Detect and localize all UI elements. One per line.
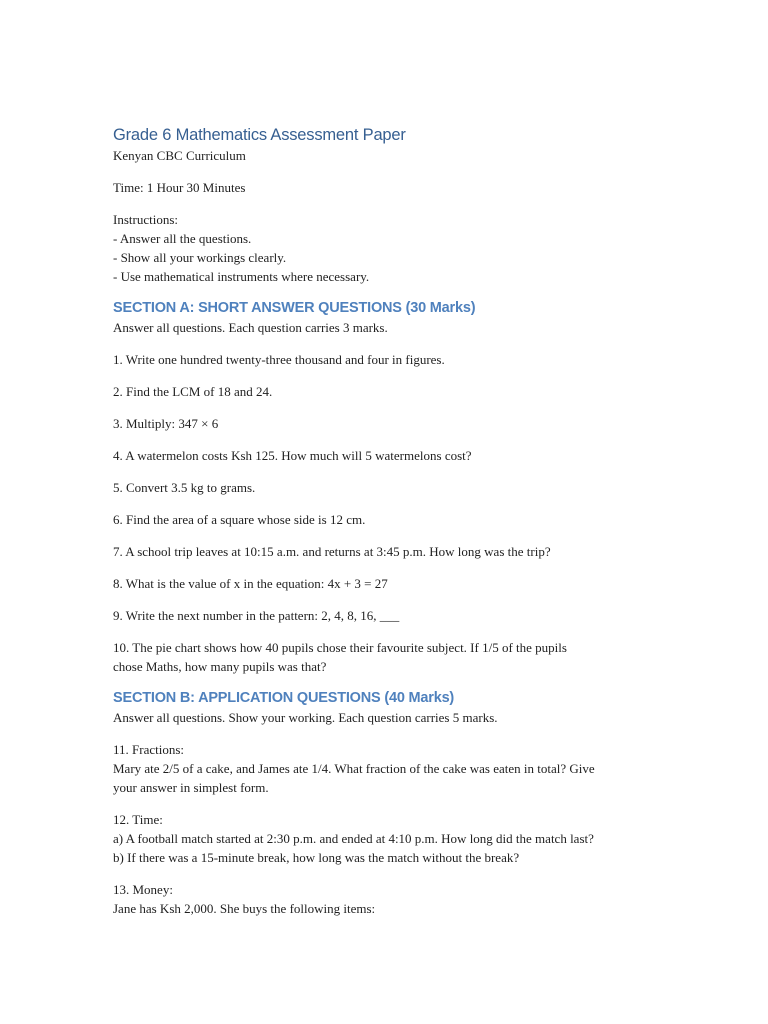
question-10-line: chose Maths, how many pupils was that?: [113, 659, 327, 674]
question-10-line: 10. The pie chart shows how 40 pupils chose their favourite subject. If 1/5 of the pupils: [113, 640, 567, 655]
question-label: 13. Money:: [113, 882, 173, 897]
question-item: 5. Convert 3.5 kg to grams.: [113, 480, 256, 495]
section-b-intro: Answer all questions. Show your working. Each question carries 5 marks.: [113, 710, 498, 725]
instructions-heading: Instructions:: [113, 212, 178, 227]
question-10: [113, 638, 673, 676]
question-text: Jane has Ksh 2,000. She buys the following items:: [113, 901, 376, 916]
question-text: Mary ate 2/5 of a cake, and James ate 1/4. What fraction of the cake was eaten in total? Give: [113, 761, 595, 776]
section-a-intro: Answer all questions. Each question carries 3 marks.: [113, 320, 388, 335]
question-text: your answer in simplest form.: [113, 780, 269, 795]
question-item: 9. Write the next number in the pattern: 2, 4, 8, 16, ___: [113, 608, 400, 623]
instruction-item: - Show all your workings clearly.: [113, 250, 287, 265]
time-text: Time: 1 Hour 30 Minutes: [113, 180, 246, 195]
instruction-item: - Answer all the questions.: [113, 231, 252, 246]
question-label: 11. Fractions:: [113, 742, 185, 757]
question-13: [113, 880, 673, 918]
section-a-heading: SECTION A: SHORT ANSWER QUESTIONS (30 Marks): [113, 300, 476, 316]
document-title: Grade 6 Mathematics Assessment Paper: [113, 126, 406, 144]
question-item: 6. Find the area of a square whose side is 12 cm.: [113, 512, 366, 527]
question-item: 1. Write one hundred twenty-three thousand and four in figures.: [113, 352, 445, 367]
question-11: [113, 740, 673, 797]
instruction-item: - Use mathematical instruments where necessary.: [113, 269, 370, 284]
question-12: [113, 810, 673, 867]
question-item: 7. A school trip leaves at 10:15 a.m. and returns at 3:45 p.m. How long was the trip?: [113, 544, 551, 559]
question-item: 3. Multiply: 347 × 6: [113, 416, 219, 431]
question-part-b: b) If there was a 15-minute break, how long was the match without the break?: [113, 850, 520, 865]
question-item: 8. What is the value of x in the equation: 4x + 3 = 27: [113, 576, 388, 591]
question-item: 2. Find the LCM of 18 and 24.: [113, 384, 273, 399]
curriculum-text: Kenyan CBC Curriculum: [113, 148, 246, 163]
question-label: 12. Time:: [113, 812, 163, 827]
document-page: [113, 124, 673, 918]
question-part-a: a) A football match started at 2:30 p.m. and ended at 4:10 p.m. How long did the match last?: [113, 831, 594, 846]
question-item: 4. A watermelon costs Ksh 125. How much will 5 watermelons cost?: [113, 448, 472, 463]
section-b-heading: SECTION B: APPLICATION QUESTIONS (40 Marks): [113, 690, 455, 706]
instructions-block: [113, 210, 673, 286]
